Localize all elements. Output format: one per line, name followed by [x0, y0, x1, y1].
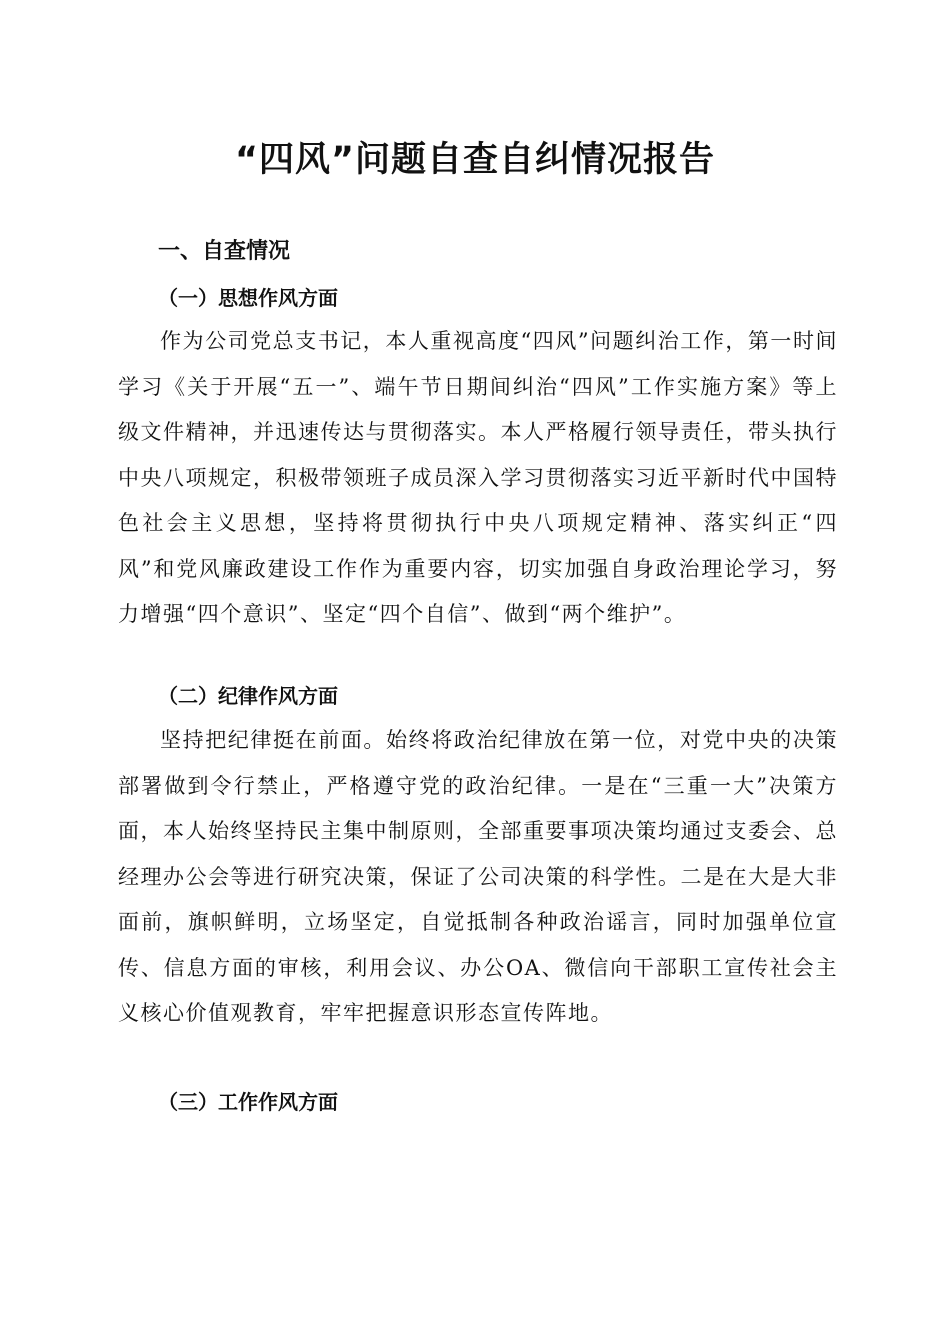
paragraph-ideology: 作为公司党总支书记，本人重视高度“四风”问题纠治工作，第一时间学习《关于开展“五一”、端午节日期间纠治“四风”工作实施方案》等上级文件精神，并迅速传达与贯彻落实。本人严格履行领导责任，带头执行中央八项规定，积极带领班子成员深入学习贯彻落实习近平新时代中国特色社会主义思想，坚持将贯彻执行中央八项规定精神、落实纠正“四风”和党风廉政建设工作作为重要内容，切实加强自身政治理论学习，努力增强“四个意识”、坚定“四个自信”、做到“两个维护”。 [118, 329, 838, 626]
paragraph-discipline: 坚持把纪律挺在前面。始终将政治纪律放在第一位，对党中央的决策部署做到令行禁止，严格遵守党的政治纪律。一是在“三重一大”决策方面，本人始终坚持民主集中制原则，全部重要事项决策均通过支委会、总经理办公会等进行研究决策，保证了公司决策的科学性。二是在大是大非面前，旗帜鲜明，立场坚定，自觉抵制各种政治谣言，同时加强单位宣传、信息方面的审核，利用会议、办公OA、微信向干部职工宣传社会主义核心价值观教育，牢牢把握意识形态宣传阵地。 [118, 728, 838, 1025]
section-heading-self-inspection: 一、自查情况 [158, 239, 291, 264]
document-title: “四风”问题自查自纠情况报告 [234, 140, 715, 180]
subsection-heading-ideology: （一）思想作风方面 [158, 286, 338, 310]
subsection-heading-discipline: （二）纪律作风方面 [158, 684, 338, 708]
subsection-heading-work-style: （三）工作作风方面 [158, 1090, 338, 1114]
